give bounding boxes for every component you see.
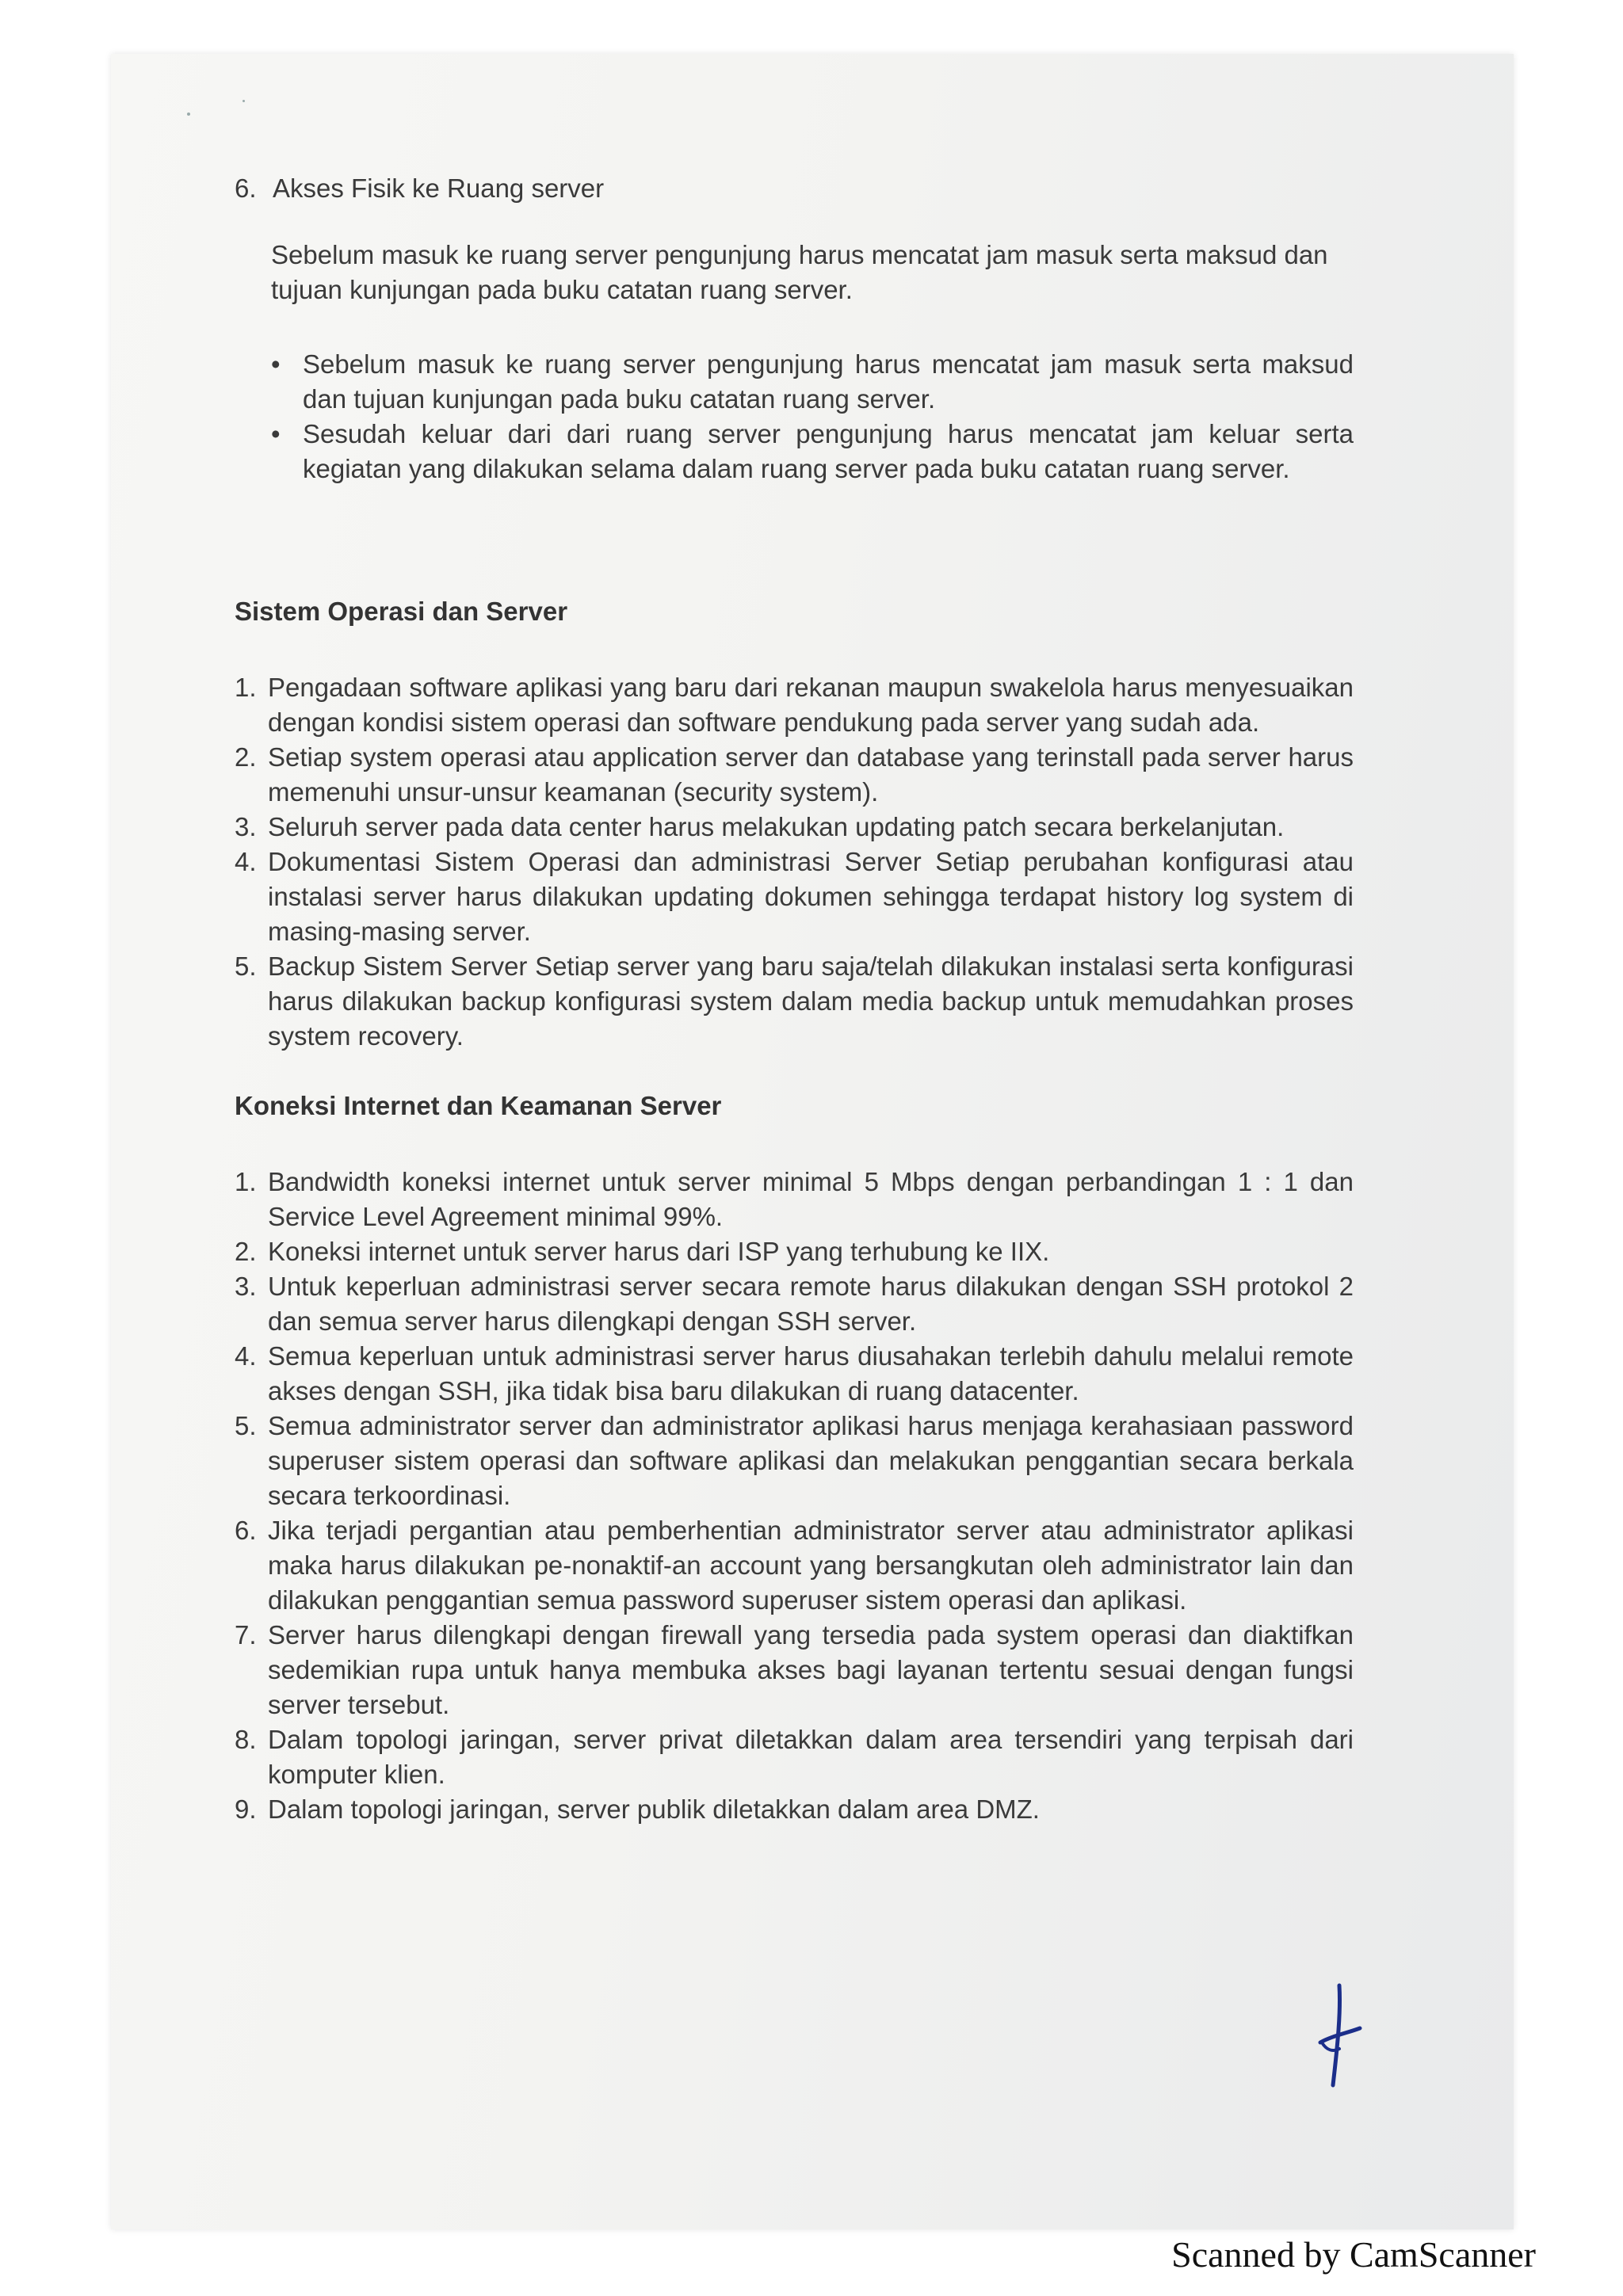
section-6-header [235,171,1354,206]
list-item: 6. Jika terjadi pergantian atau pemberhentian administrator server atau administrator aplikasi maka harus dilakukan pe-nonaktif-an account yang bersangkutan oleh administrator lain dan dilakukan penggantian semua password superuser sistem operasi dan aplikasi. [235,1516,1354,1615]
list-item: 8. Dalam topologi jaringan, server privat diletakkan dalam area tersendiri yang terpisah dari komputer klien. [235,1725,1354,1789]
list-item: 1. Pengadaan software aplikasi yang baru dari rekanan maupun swakelola harus menyesuaikan dengan kondisi sistem operasi dan software pendukung pada server yang sudah ada. [235,673,1354,737]
list-item: 7. Server harus dilengkapi dengan firewall yang tersedia pada system operasi dan diaktifkan sedemikian rupa untuk hanya membuka akses bagi layanan tertentu sesuai dengan fungsi server tersebut. [235,1620,1354,1719]
scanner-watermark: Scanned by CamScanner [1171,2234,1536,2275]
section-paragraph: Sebelum masuk ke ruang server pengunjung harus mencatat jam masuk serta maksud dan tujuan kunjungan pada buku catatan ruang server. [271,240,1328,304]
scan-speck [242,100,245,102]
list-item: 3. Seluruh server pada data center harus melakukan updating patch secara berkelanjutan. [235,812,1285,841]
list-item: 1. Bandwidth koneksi internet untuk server minimal 5 Mbps dengan perbandingan 1 : 1 dan Service Level Agreement minimal 99%. [235,1167,1354,1231]
list-item: 5. Backup Sistem Server Setiap server yang baru saja/telah dilakukan instalasi serta konfigurasi harus dilakukan backup konfigurasi system dalam media backup untuk memudahkan proses system recovery. [235,952,1354,1051]
section-heading: Sistem Operasi dan Server [235,597,568,626]
list-item: • Sesudah keluar dari dari ruang server pengunjung harus mencatat jam keluar serta kegiatan yang dilakukan selama dalam ruang server pada buku catatan ruang server. [271,417,1354,486]
list-item: 2. Setiap system operasi atau application server dan database yang terinstall pada server harus memenuhi unsur-unsur keamanan (security system). [235,742,1354,807]
list-item: 3. Untuk keperluan administrasi server secara remote harus dilakukan dengan SSH protokol 2 dan semua server harus dilengkapi dengan SSH server. [235,1272,1354,1336]
section-number: 6. [235,174,257,203]
list-item: 9. Dalam topologi jaringan, server publik diletakkan dalam area DMZ. [235,1794,1040,1824]
section-title: Akses Fisik ke Ruang server [273,174,605,203]
bullet-icon: • [271,349,281,379]
handwritten-initial [1316,1981,1363,2092]
list-item: • Sebelum masuk ke ruang server pengunjung harus mencatat jam masuk serta maksud dan tujuan kunjungan pada buku catatan ruang server. [271,347,1354,417]
bullet-list [271,347,1354,486]
document-body [235,171,1354,1859]
scan-speck [187,113,190,116]
bullet-icon: • [271,419,281,448]
list-item: 5. Semua administrator server dan administrator aplikasi harus menjaga kerahasiaan password superuser sistem operasi dan software aplikasi dan melakukan penggantian secara berkala secara terkoordinasi. [235,1411,1354,1510]
numbered-list [235,1165,1354,1827]
numbered-list [235,670,1354,1054]
list-item: 4. Semua keperluan untuk administrasi server harus diusahakan terlebih dahulu melalui remote akses dengan SSH, jika tidak bisa baru dilakukan di ruang datacenter. [235,1341,1354,1405]
list-item: 2. Koneksi internet untuk server harus dari ISP yang terhubung ke IIX. [235,1237,1050,1266]
list-item: 4. Dokumentasi Sistem Operasi dan administrasi Server Setiap perubahan konfigurasi atau instalasi server harus dilakukan updating dokumen sehingga terdapat history log system di masing-masing server. [235,847,1354,946]
section-heading: Koneksi Internet dan Keamanan Server [235,1091,722,1120]
